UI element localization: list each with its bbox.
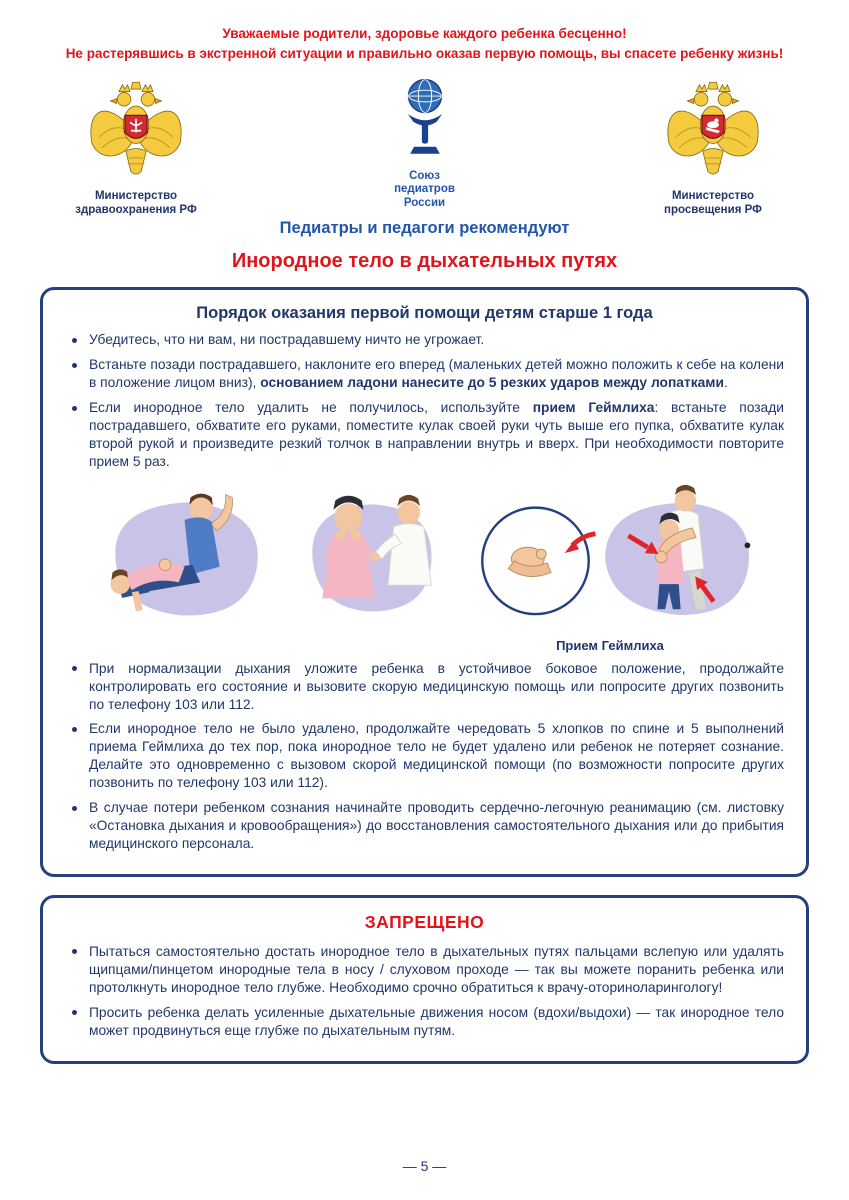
first-aid-list-bottom [65, 660, 784, 853]
list-item: При нормализации дыхания уложите ребенка в устойчивое боковое положение, продолжайте контролировать его состояние и вызовите скорую медицинскую помощь или попросите других позвонить по телефону 103 или 112. [65, 660, 784, 714]
header-warning-line1: Уважаемые родители, здоровье каждого ребенка бесценно! [222, 26, 627, 41]
list-item: Просить ребенка делать усиленные дыхательные движения носом (вдохи/выдохи) — так инородное тело может продвинуться еще глубже по дыхательным путям. [65, 1004, 784, 1040]
heimlich-illustration [460, 481, 760, 631]
page-title: Инородное тело в дыхательных путях [231, 250, 618, 273]
choking-person-illustration [292, 481, 452, 631]
list-item: Пытаться самостоятельно достать инородное тело в дыхательных путях пальцами вслепую или удалять щипцами/пинцетом инородные тела в носу / слуховом проходе — так вы можете поранить ребенка или протолкнуть инородное тело глубже. Необходимо срочно обратиться к врачу-оториноларингологу! [65, 943, 784, 997]
logos-row [40, 75, 809, 218]
page-number: — 5 — [402, 1158, 447, 1174]
pediatric-union-label: Союз педиатров России [394, 169, 455, 210]
education-ministry-block [623, 75, 803, 218]
list-item: Если инородное тело удалить не получилось, используйте прием Геймлиха: встаньте позади пострадавшего, обхватите его руками, поместите кулак своей руки чуть выше его пупка, обхватите кулак второй рукой и произведите резкий толчок в направлении внутрь и вверх. При необходимости повторите прием 5 раз. [65, 399, 784, 471]
back-blows-illustration [89, 481, 284, 631]
list-item: Убедитесь, что ни вам, ни пострадавшему ничто не угрожает. [65, 331, 784, 349]
illustrations [65, 481, 784, 653]
pediatric-union-block [335, 75, 515, 211]
list-item: Встаньте позади пострадавшего, наклоните его вперед (маленьких детей можно положить к себе на колени в положение лицом вниз), основанием ладони нанесите до 5 резких ударов между лопатками. [65, 356, 784, 392]
header-warning-line2: Не растерявшись в экстренной ситуации и правильно оказав первую помощь, вы спасете ребенку жизнь! [65, 46, 784, 62]
forbidden-box [40, 895, 809, 1064]
health-ministry-label: Министерство здравоохранения РФ [75, 189, 197, 216]
list-item: Если инородное тело не было удалено, продолжайте чередовать 5 хлопков по спине и 5 выполнений приема Геймлиха до тех пор, пока инородное тело не будет удалено или ребенок не потеряет сознание. Делайте это одновременно с вызовом скорой медицинской помощи (по возможности попросите других позвонить по телефону 103 или 112). [65, 720, 784, 792]
heimlich-illustration-group [460, 481, 760, 653]
illustration-caption: Прием Геймлиха [556, 637, 664, 653]
first-aid-box [40, 287, 809, 877]
forbidden-box-title: ЗАПРЕЩЕНО [364, 911, 485, 932]
education-ministry-emblem-icon [662, 75, 764, 183]
recommend-subtitle: Педиатры и педагоги рекомендуют [279, 219, 570, 238]
header-warning [40, 24, 809, 65]
first-aid-box-title: Порядок оказания первой помощи детям старше 1 года [196, 304, 653, 323]
education-ministry-label: Министерство просвещения РФ [664, 189, 762, 216]
first-aid-list-top [65, 331, 784, 470]
health-ministry-block [46, 75, 226, 218]
pediatric-union-logo-icon [386, 75, 464, 167]
list-item: В случае потери ребенком сознания начинайте проводить сердечно-легочную реанимацию (см. листовку «Остановка дыхания и кровообращения») до восстановления самостоятельного дыхания или до прибытия медицинского персонала. [65, 799, 784, 853]
health-ministry-emblem-icon [85, 75, 187, 183]
forbidden-list [65, 943, 784, 1040]
